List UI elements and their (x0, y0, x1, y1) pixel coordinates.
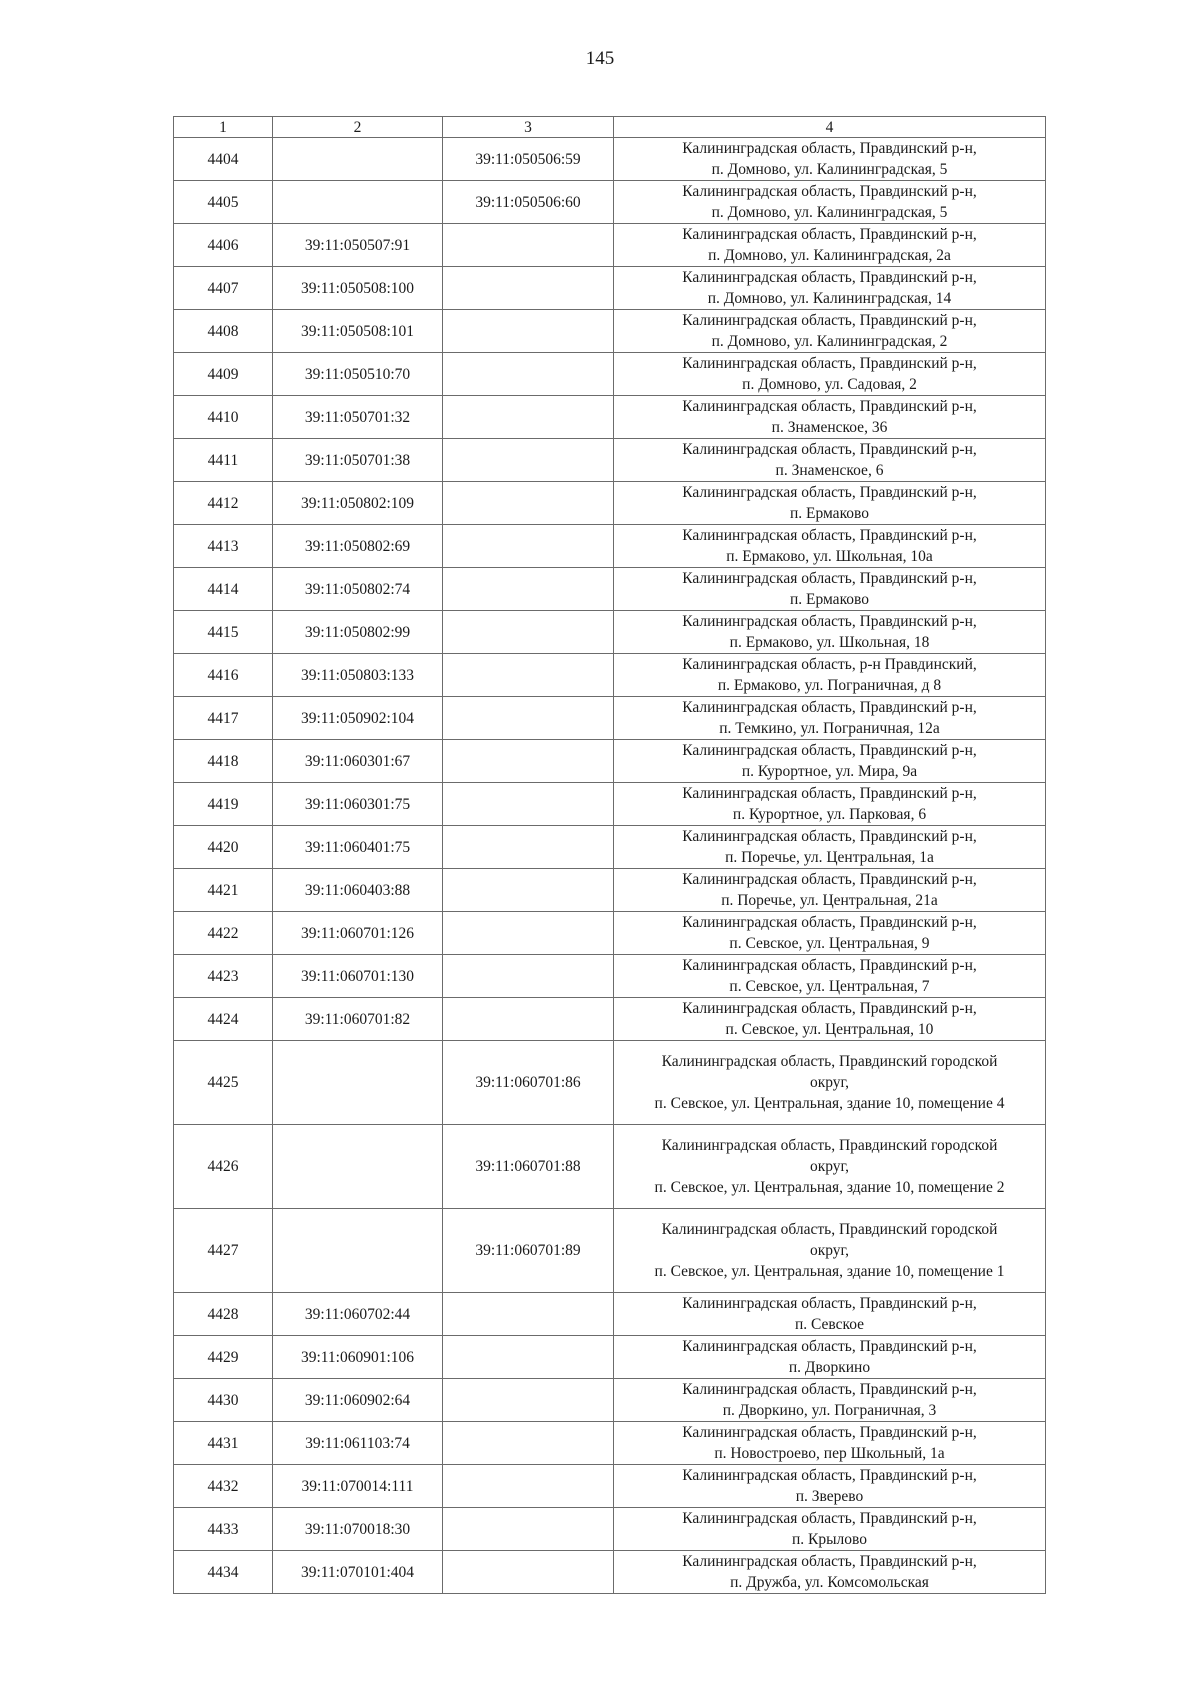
address-line: п. Поречье, ул. Центральная, 21а (721, 892, 938, 909)
page-number: 145 (585, 48, 615, 69)
header-col-4: 4 (614, 117, 1046, 138)
property-table (173, 116, 1046, 1594)
table-row (174, 1293, 1046, 1336)
row-number: 4405 (174, 181, 273, 224)
row-number: 4412 (174, 482, 273, 525)
address-line: Калининградская область, Правдинский городской (661, 1137, 998, 1154)
address-line: Калининградская область, Правдинский р-н, (682, 914, 977, 931)
table-header (174, 117, 1046, 138)
cadastral-number-col3 (443, 912, 614, 955)
address-line: Калининградская область, Правдинский р-н, (682, 355, 977, 372)
table-row (174, 525, 1046, 568)
address-line: Калининградская область, Правдинский р-н, (682, 312, 977, 329)
address-line: п. Ермаково (789, 591, 870, 608)
address-line: п. Поречье, ул. Центральная, 1а (725, 849, 934, 866)
address-line: Калининградская область, Правдинский р-н, (682, 699, 977, 716)
address-line: Калининградская область, Правдинский р-н, (682, 140, 977, 157)
row-number: 4431 (174, 1422, 273, 1465)
cadastral-number-col3 (443, 267, 614, 310)
address-line: Калининградская область, Правдинский р-н, (682, 1553, 977, 1570)
address-line: Калининградская область, Правдинский р-н, (682, 742, 977, 759)
table-row (174, 1336, 1046, 1379)
cadastral-number-col3 (443, 525, 614, 568)
row-number: 4424 (174, 998, 273, 1041)
address-line: п. Темкино, ул. Пограничная, 12а (719, 720, 940, 737)
address-line: п. Дружба, ул. Комсомольская (730, 1574, 929, 1591)
cadastral-number-col2 (273, 1125, 443, 1209)
address-cell (614, 697, 1046, 740)
address-line: п. Знаменское, 36 (771, 419, 888, 436)
address-line: п. Севское, ул. Центральная, 10 (725, 1021, 934, 1038)
table-row (174, 1551, 1046, 1594)
address-cell (614, 181, 1046, 224)
cadastral-number-col2 (273, 138, 443, 181)
table-row (174, 1465, 1046, 1508)
address-line: п. Севское, ул. Центральная, здание 10, помещение 2 (654, 1179, 1005, 1196)
row-number: 4433 (174, 1508, 273, 1551)
table-row (174, 568, 1046, 611)
address-line: п. Новостроево, пер Школьный, 1а (714, 1445, 945, 1462)
address-line: п. Ермаково, ул. Школьная, 18 (729, 634, 930, 651)
table-row (174, 697, 1046, 740)
cadastral-number-col3: 39:11:060701:89 (443, 1209, 614, 1293)
address-line: п. Севское, ул. Центральная, 7 (729, 978, 930, 995)
address-cell (614, 998, 1046, 1041)
address-cell (614, 740, 1046, 783)
cadastral-number-col2 (273, 1041, 443, 1125)
table-row (174, 353, 1046, 396)
header-row (174, 117, 1046, 138)
table-row (174, 1422, 1046, 1465)
address-line: Калининградская область, Правдинский р-н, (682, 613, 977, 630)
table-row (174, 783, 1046, 826)
cadastral-number-col2 (273, 181, 443, 224)
table-row (174, 267, 1046, 310)
table-row (174, 740, 1046, 783)
table-row (174, 439, 1046, 482)
address-cell (614, 224, 1046, 267)
cadastral-number-col2: 39:11:050510:70 (273, 353, 443, 396)
header-col-1: 1 (174, 117, 273, 138)
table-row (174, 998, 1046, 1041)
address-line: п. Домново, ул. Садовая, 2 (742, 376, 917, 393)
table-row (174, 396, 1046, 439)
address-cell (614, 1209, 1046, 1293)
cadastral-number-col3 (443, 396, 614, 439)
cadastral-number-col3 (443, 869, 614, 912)
row-number: 4423 (174, 955, 273, 998)
address-line: п. Домново, ул. Калининградская, 2а (708, 247, 951, 264)
row-number: 4410 (174, 396, 273, 439)
header-col-2: 2 (273, 117, 443, 138)
row-number: 4408 (174, 310, 273, 353)
row-number: 4422 (174, 912, 273, 955)
table-row (174, 611, 1046, 654)
row-number: 4427 (174, 1209, 273, 1293)
row-number: 4426 (174, 1125, 273, 1209)
cadastral-number-col3 (443, 568, 614, 611)
row-number: 4434 (174, 1551, 273, 1594)
address-line: п. Дворкино (788, 1359, 871, 1376)
address-line: Калининградская область, Правдинский городской (661, 1053, 998, 1070)
address-cell (614, 1293, 1046, 1336)
table-row (174, 138, 1046, 181)
address-line: Калининградская область, Правдинский р-н, (682, 226, 977, 243)
address-cell (614, 1551, 1046, 1594)
row-number: 4421 (174, 869, 273, 912)
address-line: Калининградская область, Правдинский р-н, (682, 484, 977, 501)
cadastral-number-col3: 39:11:050506:59 (443, 138, 614, 181)
cadastral-number-col2: 39:11:060701:82 (273, 998, 443, 1041)
address-line: п. Ермаково, ул. Пограничная, д 8 (717, 677, 942, 694)
address-cell (614, 826, 1046, 869)
cadastral-number-col2: 39:11:060701:130 (273, 955, 443, 998)
address-line: Калининградская область, Правдинский р-н, (682, 269, 977, 286)
cadastral-number-col3 (443, 654, 614, 697)
table-row (174, 310, 1046, 353)
address-cell (614, 1508, 1046, 1551)
address-cell (614, 869, 1046, 912)
address-line: п. Домново, ул. Калининградская, 5 (711, 204, 948, 221)
address-line: п. Севское (794, 1316, 865, 1333)
address-line: Калининградская область, Правдинский р-н, (682, 1510, 977, 1527)
cadastral-number-col3: 39:11:060701:86 (443, 1041, 614, 1125)
table-row (174, 482, 1046, 525)
row-number: 4420 (174, 826, 273, 869)
address-cell (614, 267, 1046, 310)
cadastral-number-col3: 39:11:060701:88 (443, 1125, 614, 1209)
address-cell (614, 1379, 1046, 1422)
cadastral-number-col3 (443, 1508, 614, 1551)
address-cell (614, 654, 1046, 697)
address-line: п. Зверево (795, 1488, 864, 1505)
address-cell (614, 1422, 1046, 1465)
cadastral-number-col3 (443, 955, 614, 998)
table-row (174, 912, 1046, 955)
address-line: Калининградская область, Правдинский р-н, (682, 1338, 977, 1355)
cadastral-number-col2: 39:11:060301:75 (273, 783, 443, 826)
address-line: Калининградская область, Правдинский р-н, (682, 527, 977, 544)
cadastral-number-col3 (443, 1551, 614, 1594)
address-line: п. Курортное, ул. Мира, 9а (741, 763, 918, 780)
cadastral-number-col2: 39:11:060301:67 (273, 740, 443, 783)
row-number: 4414 (174, 568, 273, 611)
table-body (174, 138, 1046, 1594)
address-line: Калининградская область, Правдинский р-н, (682, 785, 977, 802)
cadastral-number-col3 (443, 1422, 614, 1465)
address-line: Калининградская область, Правдинский р-н, (682, 441, 977, 458)
cadastral-number-col2: 39:11:050701:38 (273, 439, 443, 482)
address-line: п. Знаменское, 6 (775, 462, 884, 479)
address-line: п. Ермаково (789, 505, 870, 522)
table-row (174, 826, 1046, 869)
address-cell (614, 1336, 1046, 1379)
address-line: Калининградская область, Правдинский р-н, (682, 1424, 977, 1441)
cadastral-number-col3 (443, 826, 614, 869)
address-line: Калининградская область, Правдинский р-н, (682, 871, 977, 888)
row-number: 4425 (174, 1041, 273, 1125)
table-row (174, 869, 1046, 912)
table-row (174, 1209, 1046, 1293)
cadastral-number-col2: 39:11:060401:75 (273, 826, 443, 869)
cadastral-number-col2: 39:11:050701:32 (273, 396, 443, 439)
cadastral-number-col3 (443, 224, 614, 267)
address-line: п. Севское, ул. Центральная, 9 (729, 935, 930, 952)
cadastral-number-col3 (443, 482, 614, 525)
row-number: 4413 (174, 525, 273, 568)
address-line: Калининградская область, Правдинский р-н, (682, 1295, 977, 1312)
cadastral-number-col2 (273, 1209, 443, 1293)
cadastral-number-col3 (443, 439, 614, 482)
address-cell (614, 439, 1046, 482)
cadastral-number-col2: 39:11:070101:404 (273, 1551, 443, 1594)
address-cell (614, 1041, 1046, 1125)
address-line: Калининградская область, Правдинский р-н, (682, 1381, 977, 1398)
cadastral-number-col3 (443, 353, 614, 396)
row-number: 4407 (174, 267, 273, 310)
table-row (174, 1125, 1046, 1209)
address-cell (614, 955, 1046, 998)
address-cell (614, 1465, 1046, 1508)
address-cell (614, 396, 1046, 439)
cadastral-number-col3 (443, 1293, 614, 1336)
address-line: округ, (809, 1074, 850, 1091)
row-number: 4432 (174, 1465, 273, 1508)
row-number: 4404 (174, 138, 273, 181)
address-line: п. Севское, ул. Центральная, здание 10, помещение 4 (654, 1095, 1005, 1112)
address-cell (614, 783, 1046, 826)
cadastral-number-col3 (443, 697, 614, 740)
cadastral-number-col2: 39:11:050802:99 (273, 611, 443, 654)
address-cell (614, 482, 1046, 525)
cadastral-number-col2: 39:11:060901:106 (273, 1336, 443, 1379)
cadastral-number-col2: 39:11:050802:74 (273, 568, 443, 611)
cadastral-number-col2: 39:11:061103:74 (273, 1422, 443, 1465)
address-cell (614, 525, 1046, 568)
row-number: 4411 (174, 439, 273, 482)
address-cell (614, 353, 1046, 396)
cadastral-number-col2: 39:11:070014:111 (273, 1465, 443, 1508)
cadastral-number-col3 (443, 998, 614, 1041)
address-line: Калининградская область, Правдинский городской (661, 1221, 998, 1238)
row-number: 4417 (174, 697, 273, 740)
cadastral-number-col2: 39:11:050803:133 (273, 654, 443, 697)
address-line: п. Домново, ул. Калининградская, 2 (711, 333, 948, 350)
address-cell (614, 568, 1046, 611)
cadastral-number-col2: 39:11:050802:69 (273, 525, 443, 568)
cadastral-number-col3 (443, 611, 614, 654)
address-line: округ, (809, 1158, 850, 1175)
cadastral-number-col2: 39:11:060902:64 (273, 1379, 443, 1422)
address-line: Калининградская область, Правдинский р-н, (682, 828, 977, 845)
address-line: Калининградская область, Правдинский р-н, (682, 1467, 977, 1484)
address-line: Калининградская область, Правдинский р-н, (682, 398, 977, 415)
cadastral-number-col2: 39:11:050902:104 (273, 697, 443, 740)
table-row (174, 1508, 1046, 1551)
row-number: 4416 (174, 654, 273, 697)
table-row (174, 1379, 1046, 1422)
cadastral-number-col2: 39:11:060403:88 (273, 869, 443, 912)
cadastral-number-col3 (443, 783, 614, 826)
row-number: 4430 (174, 1379, 273, 1422)
cadastral-number-col2: 39:11:050802:109 (273, 482, 443, 525)
cadastral-number-col3 (443, 1336, 614, 1379)
row-number: 4429 (174, 1336, 273, 1379)
address-line: п. Ермаково, ул. Школьная, 10а (726, 548, 933, 565)
address-line: п. Дворкино, ул. Пограничная, 3 (722, 1402, 937, 1419)
address-cell (614, 138, 1046, 181)
address-line: округ, (809, 1242, 850, 1259)
table-row (174, 1041, 1046, 1125)
address-line: п. Курортное, ул. Парковая, 6 (732, 806, 927, 823)
cadastral-number-col2: 39:11:050508:101 (273, 310, 443, 353)
cadastral-number-col3 (443, 310, 614, 353)
address-line: п. Крылово (792, 1531, 867, 1548)
table-row (174, 224, 1046, 267)
cadastral-number-col2: 39:11:060702:44 (273, 1293, 443, 1336)
address-line: Калининградская область, р-н Правдинский, (682, 656, 977, 673)
address-line: п. Домново, ул. Калининградская, 5 (711, 161, 948, 178)
cadastral-number-col2: 39:11:070018:30 (273, 1508, 443, 1551)
cadastral-number-col3 (443, 1465, 614, 1508)
row-number: 4419 (174, 783, 273, 826)
address-line: Калининградская область, Правдинский р-н, (682, 570, 977, 587)
address-line: Калининградская область, Правдинский р-н, (682, 957, 977, 974)
address-cell (614, 611, 1046, 654)
address-cell (614, 1125, 1046, 1209)
cadastral-number-col3 (443, 1379, 614, 1422)
cadastral-number-col3 (443, 740, 614, 783)
cadastral-number-col3: 39:11:050506:60 (443, 181, 614, 224)
address-cell (614, 912, 1046, 955)
address-line: п. Домново, ул. Калининградская, 14 (707, 290, 952, 307)
address-line: Калининградская область, Правдинский р-н, (682, 183, 977, 200)
table-row (174, 654, 1046, 697)
cadastral-number-col2: 39:11:060701:126 (273, 912, 443, 955)
cadastral-number-col2: 39:11:050508:100 (273, 267, 443, 310)
row-number: 4418 (174, 740, 273, 783)
address-line: п. Севское, ул. Центральная, здание 10, помещение 1 (654, 1263, 1005, 1280)
cadastral-number-col2: 39:11:050507:91 (273, 224, 443, 267)
row-number: 4415 (174, 611, 273, 654)
table-row (174, 181, 1046, 224)
row-number: 4428 (174, 1293, 273, 1336)
row-number: 4409 (174, 353, 273, 396)
address-cell (614, 310, 1046, 353)
row-number: 4406 (174, 224, 273, 267)
table-row (174, 955, 1046, 998)
address-line: Калининградская область, Правдинский р-н, (682, 1000, 977, 1017)
header-col-3: 3 (443, 117, 614, 138)
